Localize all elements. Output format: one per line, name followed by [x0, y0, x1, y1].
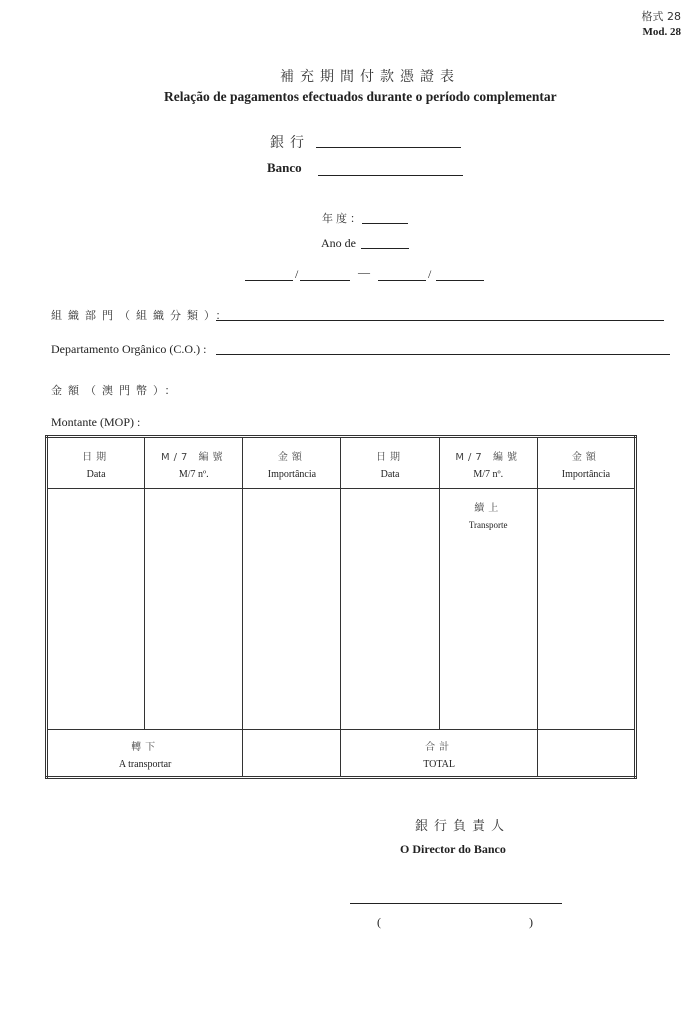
period-start-day-line[interactable]: [245, 280, 293, 281]
period-start-month-line[interactable]: [300, 280, 350, 281]
table-footer-row: [47, 730, 636, 778]
cell-amount[interactable]: [243, 489, 341, 730]
year-zh-line[interactable]: [362, 223, 408, 224]
bank-zh-line[interactable]: [316, 147, 461, 148]
header-date: 日期 Data: [47, 437, 145, 489]
header-m7-number: M/7 編號 M/7 nº.: [145, 437, 243, 489]
cell-total-label: 合計 TOTAL: [341, 730, 537, 778]
form-code-pt: Mod. 28: [642, 26, 681, 38]
year-label-zh: 年度：: [322, 212, 364, 225]
cell-to-carry-label: 轉下 A transportar: [47, 730, 243, 778]
cell-total-amount[interactable]: [537, 730, 635, 778]
signature-title-zh: 銀行負責人: [415, 819, 511, 834]
amount-label-pt: Montante (MOP) :: [51, 415, 141, 429]
year-pt-line[interactable]: [361, 248, 409, 249]
title-zh: 補充期間付款憑證表: [280, 69, 460, 85]
signature-title-pt: O Director do Banco: [400, 842, 506, 856]
period-slash-1: /: [295, 267, 299, 281]
period-end-day-line[interactable]: [378, 280, 426, 281]
header-amount-2: 金額 Importância: [537, 437, 635, 489]
payments-table: [45, 435, 637, 779]
amount-label-zh: 金額（澳門幣）：: [51, 384, 182, 397]
period-slash-2: /: [428, 267, 432, 281]
year-label-pt: Ano de: [321, 236, 356, 250]
header-m7-number-2: M/7 編號 M/7 nº.: [439, 437, 537, 489]
department-label-pt: Departamento Orgânico (C.O.) :: [51, 342, 207, 356]
title-pt: Relação de pagamentos efectuados durante o período complementar: [164, 89, 557, 104]
signature-name-open: (: [377, 915, 381, 929]
bank-label-pt: Banco: [267, 160, 302, 175]
bank-label-zh: 銀行: [270, 135, 310, 151]
table-header-row: [47, 437, 636, 489]
bank-pt-line[interactable]: [318, 175, 463, 176]
period-end-month-line[interactable]: [436, 280, 484, 281]
cell-date-2[interactable]: [341, 489, 439, 730]
signature-line[interactable]: [350, 903, 562, 904]
department-pt-line[interactable]: [216, 354, 670, 355]
header-amount: 金額 Importância: [243, 437, 341, 489]
department-zh-line[interactable]: [216, 320, 664, 321]
cell-carried-forward[interactable]: 續上 Transporte: [439, 489, 537, 730]
period-dash: —: [358, 265, 370, 279]
table-body-row: [47, 489, 636, 730]
cell-m7[interactable]: [145, 489, 243, 730]
cell-to-carry-amount[interactable]: [243, 730, 341, 778]
cell-amount-2[interactable]: [537, 489, 635, 730]
cell-date[interactable]: [47, 489, 145, 730]
header-date-2: 日期 Data: [341, 437, 439, 489]
department-label-zh: 組織部門（組織分類）：: [51, 309, 233, 322]
form-code-zh: 格式 28: [641, 10, 681, 23]
signature-name-close: ): [529, 915, 533, 929]
